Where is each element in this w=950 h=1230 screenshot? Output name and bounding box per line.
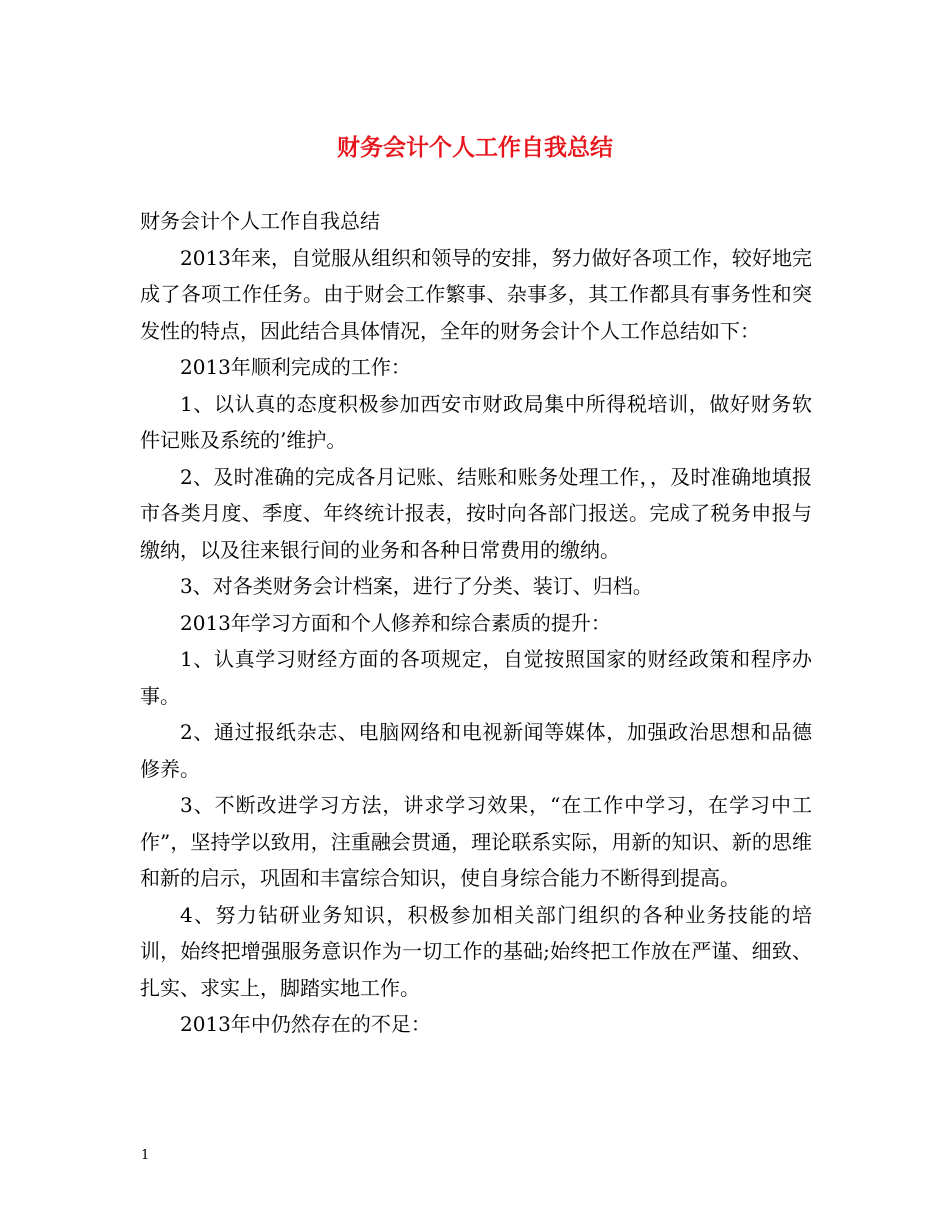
list-item-completed-3: 3、对各类财务会计档案，进行了分类、装订、归档。 [180, 574, 653, 598]
section-heading-learning: 2013年学习方面和个人修养和综合素质的提升： [180, 610, 611, 635]
list-item-completed-2: 2、及时准确的完成各月记账、结账和账务处理工作，，及时准确地填报市各类月度、季度、年终统计报表，按时向各部门报送。完成了税务申报与缴纳，以及往来银行间的业务和各种日常费用的缴纳。 [140, 464, 812, 562]
paragraph-intro: 2013年来，自觉服从组织和领导的安排，努力做好各项工作，较好地完成了各项工作任务。由于财会工作繁事、杂事多，其工作都具有事务性和突发性的特点，因此结合具体情况，全年的财务会计个人工作总结如下： [140, 245, 812, 343]
list-item-completed-1: 1、以认真的态度积极参加西安市财政局集中所得税培训，做好财务软件记账及系统的’维护。 [140, 391, 812, 452]
document-body [140, 203, 812, 1043]
page-number: 1 [141, 1148, 150, 1163]
list-item-learning-1: 1、认真学习财经方面的各项规定，自觉按照国家的财经政策和程序办事。 [140, 647, 812, 708]
list-item-learning-3: 3、不断改进学习方法，讲求学习效果，“在工作中学习，在学习中工作”，坚持学以致用，注重融会贯通，理论联系实际，用新的知识、新的思维和新的启示，巩固和丰富综合知识，使自身综合能力不断得到提高。 [140, 793, 812, 890]
paragraph-heading: 财务会计个人工作自我总结 [140, 209, 380, 233]
list-item-learning-4: 4、努力钻研业务知识，积极参加相关部门组织的各种业务技能的培训，始终把增强服务意识作为一切工作的基础;始终把工作放在严谨、细致、扎实、求实上，脚踏实地工作。 [140, 902, 812, 1000]
section-heading-completed-work: 2013年顺利完成的工作： [180, 355, 411, 379]
document-title: 财务会计个人工作自我总结 [337, 134, 613, 161]
section-heading-shortcomings: 2013年中仍然存在的不足： [180, 1012, 431, 1036]
list-item-learning-2: 2、通过报纸杂志、电脑网络和电视新闻等媒体，加强政治思想和品德修养。 [140, 720, 812, 781]
